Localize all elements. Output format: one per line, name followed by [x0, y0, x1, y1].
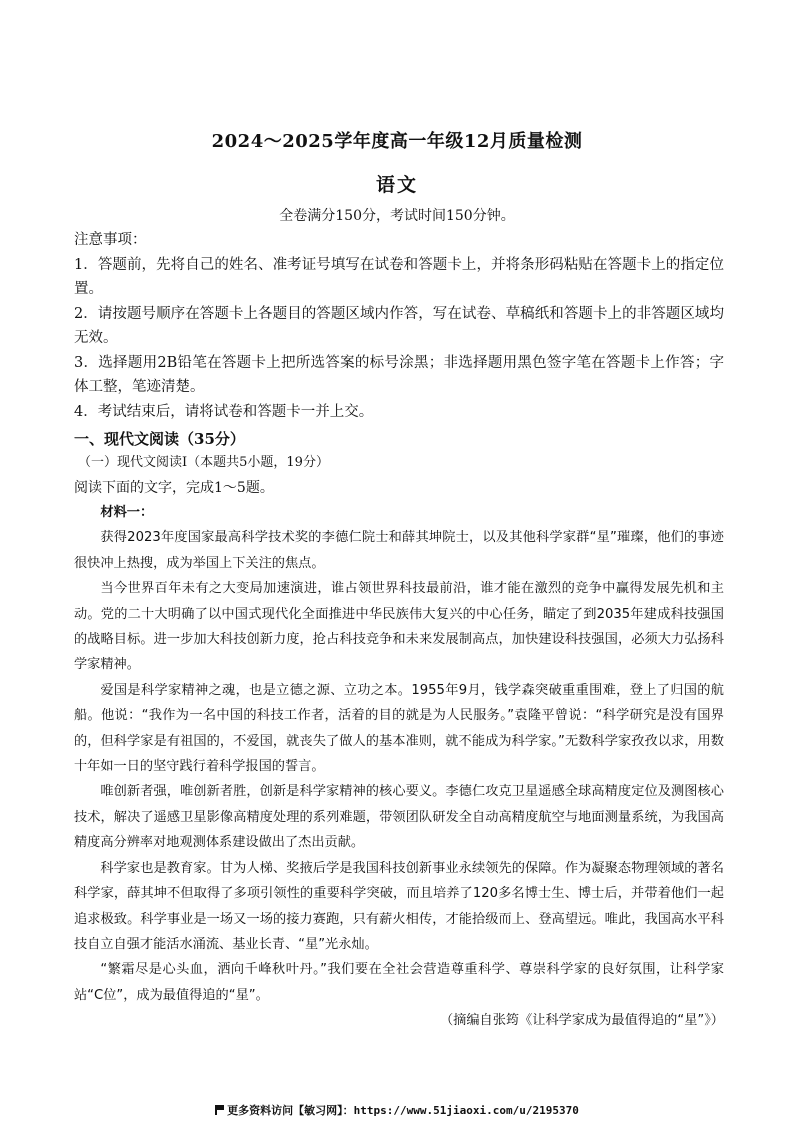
reading-instruction: 阅读下面的文字，完成1～5题。: [74, 480, 274, 496]
note-item-1: 1．答题前，先将自己的姓名、准考证号填写在试卷和答题卡上，并将条形码粘贴在答题卡上的指定位置。: [74, 256, 724, 297]
note-item-2: 2．请按题号顺序在答题卡上各题目的答题区域内作答，写在试卷、草稿纸和答题卡上的非答题区域均无效。: [74, 305, 724, 346]
notes-heading: 注意事项：: [74, 232, 147, 248]
flag-icon: [215, 1105, 224, 1115]
passage-paragraph-3: 爱国是科学家精神之魂，也是立德之源、立功之本。1955年9月，钱学森突破重重围难，登上了归国的航船。他说：“我作为一名中国的科技工作者，活着的目的就是为人民服务。”袁隆平曾说：“科学研究是没有国界的，但科学家是有祖国的，不爱国，就丧失了做人的基本准则，就不能成为科学家。”无数科学家孜孜以求，用数十年如一日的坚守践行着科学报国的誓言。: [74, 682, 724, 775]
passage-material-1: [74, 500, 724, 1034]
passage-paragraph-1: 获得2023年度国家最高科学技术奖的李德仁院士和薛其坤院士，以及其他科学家群“星”璀璨，他们的事迹很快冲上热搜，成为举国上下关注的焦点。: [74, 530, 724, 571]
notes-block: [74, 228, 724, 424]
note-item-4: 4．考试结束后，请将试卷和答题卡一并上交。: [74, 403, 374, 420]
section-heading: 一、现代文阅读（35分）: [74, 430, 245, 448]
note-item-3: 3．选择题用2B铅笔在答题卡上把所选答案的标号涂黑；非选择题用黑色签字笔在答题卡上作答；字体工整，笔迹清楚。: [74, 354, 724, 395]
subject-title: 语文: [375, 174, 418, 196]
passage-paragraph-2: 当今世界百年未有之大变局加速演进，谁占领世界科技最前沿，谁才能在激烈的竞争中赢得发展先机和主动。党的二十大明确了以中国式现代化全面推进中华民族伟大复兴的中心任务，瞄定了到2035年建成科技强国的战略目标。进一步加大科技创新力度，抢占科技竞争和未来发展制高点，加快建设科技强国，必须大力弘扬科学家精神。: [74, 581, 724, 673]
footer-link[interactable]: [0, 1102, 794, 1118]
passage-paragraph-6: “繁霜尽是心头血，洒向千峰秋叶丹。”我们要在全社会营造尊重科学、尊崇科学家的良好氛围，让科学家站“C位”，成为最值得追的“星”。: [74, 962, 724, 1003]
exam-info: 全卷满分150分，考试时间150分钟。: [279, 208, 515, 224]
footer-text: 更多资料访问【敏习网】：https://www.51jiaoxi.com/u/2195370: [227, 1104, 579, 1117]
sub-section-heading: （一）现代文阅读Ⅰ（本题共5小题，19分）: [78, 455, 329, 470]
exam-title: 2024～2025学年度高一年级12月质量检测: [211, 131, 583, 152]
passage-paragraph-4: 唯创新者强，唯创新者胜，创新是科学家精神的核心要义。李德仁攻克卫星遥感全球高精度定位及测图核心技术，解决了遥感卫星影像高精度处理的系列难题，带领团队研发全自动高精度航空与地面测量系统，为我国高精度高分辨率对地观测体系建设做出了杰出贡献。: [74, 784, 724, 851]
passage-paragraph-5: 科学家也是教育家。甘为人梯、奖掖后学是我国科技创新事业永续领先的保障。作为凝聚态物理领域的著名科学家，薛其坤不但取得了多项引领性的重要科学突破，而且培养了120多名博士生、博士后，并带着他们一起追求极致。科学事业是一场又一场的接力赛跑，只有薪火相传，才能拾级而上、登高望远。唯此，我国高水平科技自立自强才能活水涌流、基业长青、“星”光永灿。: [74, 860, 724, 952]
material-label: 材料一：: [100, 505, 154, 520]
passage-source: （摘编自张筠《让科学家成为最值得追的“星”》）: [440, 1013, 724, 1029]
